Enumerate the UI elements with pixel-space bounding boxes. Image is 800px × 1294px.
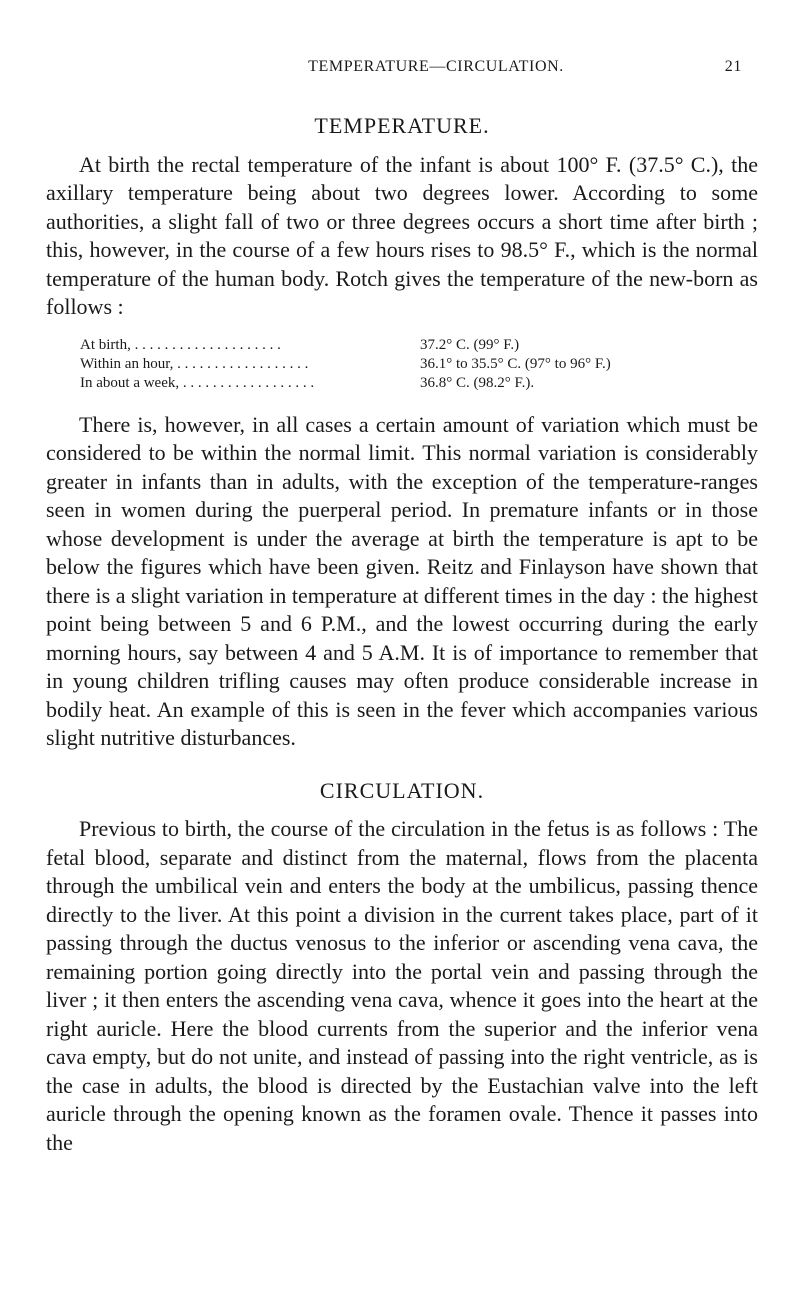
- table-row-value: 36.8° C. (98.2° F.).: [420, 374, 535, 391]
- section-heading-temperature: TEMPERATURE.: [314, 113, 490, 138]
- paragraph-temperature-intro: At birth the rectal temperature of the infant is about 100° F. (37.5° C.), the axillary temperature being about two degrees lower. According to some authorities, a slight fall of two or three degrees occurs a short time after birth ; this, however, in the course of a few hours rises to 98.5° F., which is the normal temperature of the human body. Rotch gives the temperature of the new-born as follows :: [46, 151, 758, 319]
- paragraph-circulation: Previous to birth, the course of the circulation in the fetus is as follows : The fetal blood, separate and distinct from the maternal, flows from the placenta through the umbilical vein and enters the body at the umbilicus, passing thence directly to the liver. At this point a division in the current takes place, part of it passing through the ductus venosus to the inferior or ascending vena cava, the remaining portion going directly into the portal vein and passing through the liver ; it then enters the ascending vena cava, whence it goes into the heart at the right auricle. Here the blood currents from the superior and the inferior vena cava empty, but do not unite, and instead of passing into the right ventricle, as is the case in adults, the blood is directed by the Eustachian valve into the left auricle through the opening known as the foramen ovale. Thence it passes into the: [46, 816, 758, 1155]
- table-row-label: In about a week, . . . . . . . . . . . . . . . . . .: [80, 374, 315, 391]
- temperature-table: [46, 336, 758, 393]
- page-body: [46, 104, 758, 1157]
- table-row-value: 37.2° C. (99° F.): [420, 336, 520, 353]
- table-row-label: Within an hour, . . . . . . . . . . . . . . . . . .: [80, 355, 309, 372]
- running-head-title: TEMPERATURE—CIRCULATION.: [308, 58, 564, 75]
- section-heading-circulation: CIRCULATION.: [319, 777, 485, 803]
- page-number: 21: [724, 58, 742, 75]
- table-row-label: At birth, . . . . . . . . . . . . . . . . . . . .: [80, 336, 281, 353]
- table-row: [46, 374, 758, 393]
- paragraph-temperature-variation: There is, however, in all cases a certain amount of variation which must be considered to be within the normal limit. This normal variation is considerably greater in infants than in adults, with the exception of the temperature-ranges seen in women during the puerperal period. In premature infants or in those whose development is under the average at birth the temperature is apt to be below the figures which have been given. Reitz and Finlayson have shown that there is a slight variation in temperature at different times in the day : the highest point being between 5 and 6 P.M., and the lowest occurring during the early morning hours, say between 4 and 5 A.M. It is of importance to remember that in young children trifling causes may often produce considerable increase in bodily heat. An example of this is seen in the fever which accompanies various slight nutritive disturbances.: [46, 411, 758, 750]
- running-head: [130, 58, 742, 76]
- table-row: [46, 355, 758, 374]
- table-row: [46, 336, 758, 355]
- table-row-value: 36.1° to 35.5° C. (97° to 96° F.): [420, 355, 611, 372]
